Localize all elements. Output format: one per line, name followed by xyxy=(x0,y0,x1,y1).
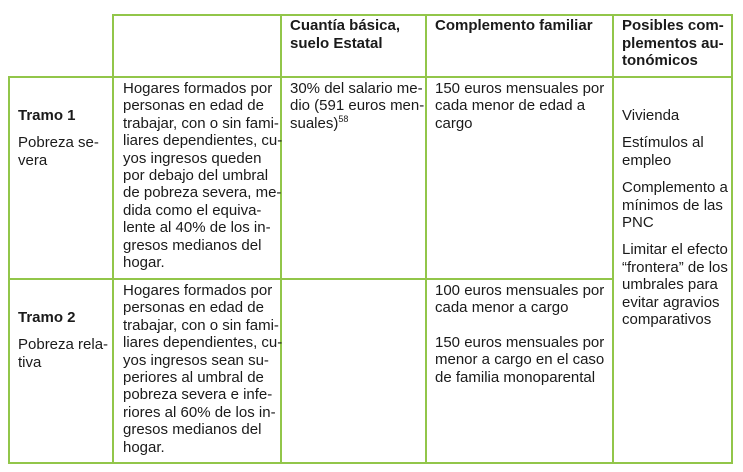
autonomic-line: PNC xyxy=(622,214,654,232)
tramo2-subtitle-line: Pobreza rela- xyxy=(18,336,109,354)
header-line: suelo Estatal xyxy=(290,34,383,52)
header-line: plementos au- xyxy=(622,34,724,52)
description-line: Hogares formados por xyxy=(123,282,273,299)
tramo1-subtitle-line: Pobreza se- xyxy=(18,134,99,152)
description-line: pobreza severa e infe- xyxy=(123,386,273,404)
grid-line-v0 xyxy=(8,76,10,464)
autonomic-line: evitar agravios xyxy=(622,293,720,311)
tramo1-description xyxy=(123,80,282,271)
tramo1-family-complement xyxy=(435,80,604,132)
description-line: yos ingresos queden xyxy=(123,149,262,167)
grid-line-v5 xyxy=(731,14,733,464)
tramo2-label xyxy=(18,309,108,371)
header-autonomic-complements xyxy=(622,17,724,70)
autonomic-line: Estímulos al xyxy=(622,134,704,152)
grid-line-h-header xyxy=(8,76,733,78)
autonomic-line: “frontera” de los xyxy=(622,258,728,276)
description-line: personas en edad de xyxy=(123,299,264,317)
autonomic-item-frontier xyxy=(622,241,728,328)
header-line: Complemento familiar xyxy=(435,17,593,34)
description-line: riores al 60% de los in- xyxy=(123,403,276,421)
autonomic-line: mínimos de las xyxy=(622,196,723,214)
grid-line-h-mid xyxy=(8,278,614,280)
tramo2-title: Tramo 2 xyxy=(18,309,76,326)
family-line: 150 euros mensuales por xyxy=(435,333,605,351)
tramo2-subtitle-line: tiva xyxy=(18,353,42,371)
grid-line-v3 xyxy=(425,14,427,464)
family-line: cargo xyxy=(435,114,473,132)
description-line: hogar. xyxy=(123,438,165,456)
grid-line-v4 xyxy=(612,14,614,464)
tramo1-label xyxy=(18,107,99,169)
autonomic-line: Vivienda xyxy=(622,107,680,124)
description-line: de pobreza severa, me- xyxy=(123,184,282,202)
description-line: Hogares formados por xyxy=(123,80,273,97)
header-basic-amount xyxy=(290,17,400,52)
tramo2-description xyxy=(123,282,282,456)
header-family-complement xyxy=(435,17,593,35)
header-line: tonómicos xyxy=(622,52,698,69)
autonomic-line: Limitar el efecto xyxy=(622,241,728,259)
basic-line: 30% del salario me- xyxy=(290,80,423,97)
description-line: liares dependientes, cu- xyxy=(123,132,283,150)
autonomic-item-employment xyxy=(622,134,728,169)
family-line: cada menor a cargo xyxy=(435,299,569,317)
tramo2-family-item-2 xyxy=(435,334,604,386)
autonomic-item-pnc xyxy=(622,179,728,231)
basic-line xyxy=(290,115,424,132)
header-line: Cuantía básica, xyxy=(290,17,401,34)
autonomic-line: umbrales para xyxy=(622,276,718,294)
description-line: hogar. xyxy=(123,254,165,272)
footnote-marker: 58 xyxy=(338,113,349,124)
grid-line-v1 xyxy=(112,14,114,464)
description-line: gresos medianos del xyxy=(123,236,262,254)
description-line: trabajar, con o sin fami- xyxy=(123,114,279,132)
tramo2-family-item-1 xyxy=(435,282,604,317)
family-line: menor a cargo en el caso xyxy=(435,351,605,369)
autonomic-line: Complemento a xyxy=(622,179,728,197)
tramo2-family-complement xyxy=(435,282,604,386)
family-line: cada menor de edad a xyxy=(435,97,586,115)
description-line: trabajar, con o sin fami- xyxy=(123,316,279,334)
header-line: Posibles com- xyxy=(622,17,724,34)
description-line: lente al 40% de los in- xyxy=(123,219,271,237)
description-line: yos ingresos sean su- xyxy=(123,351,269,369)
grid-line-h-top xyxy=(112,14,733,16)
tramo1-title: Tramo 1 xyxy=(18,107,76,124)
description-line: gresos medianos del xyxy=(123,421,262,439)
description-line: personas en edad de xyxy=(123,97,264,115)
autonomic-item-housing xyxy=(622,107,728,124)
description-line: liares dependientes, cu- xyxy=(123,334,283,352)
description-line: periores al umbral de xyxy=(123,369,264,387)
basic-line: dio (591 euros men- xyxy=(290,97,425,115)
description-line: dida como el equiva- xyxy=(123,201,262,219)
tramo1-basic-amount xyxy=(290,80,424,132)
basic-line-text: suales) xyxy=(290,114,339,132)
autonomic-complements xyxy=(622,107,728,328)
grid-line-h-bottom xyxy=(8,462,733,464)
family-line: 100 euros mensuales por xyxy=(435,282,605,299)
family-line: de familia monoparental xyxy=(435,368,596,386)
family-line: 150 euros mensuales por xyxy=(435,80,605,97)
autonomic-line: empleo xyxy=(622,151,672,169)
description-line: por debajo del umbral xyxy=(123,167,269,185)
tramo1-subtitle-line: vera xyxy=(18,151,48,169)
autonomic-line: comparativos xyxy=(622,311,712,329)
